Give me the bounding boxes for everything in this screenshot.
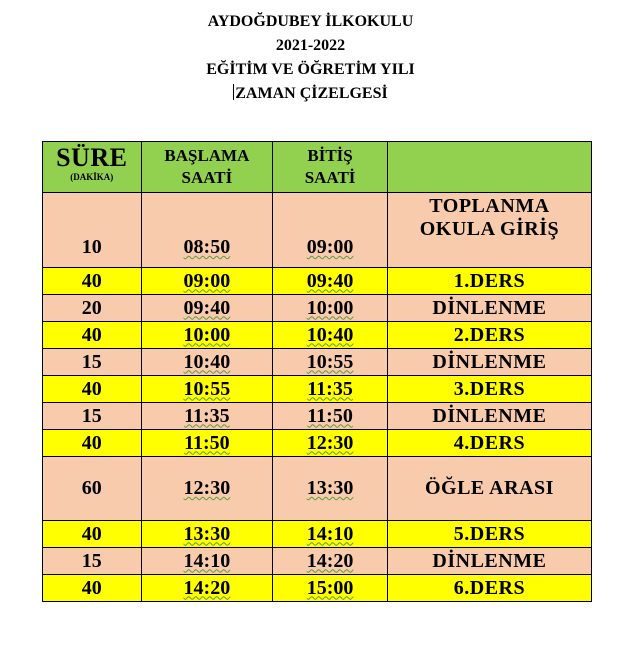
end-time-cell: 10:00 [273, 295, 388, 322]
table-row [43, 322, 592, 349]
table-row [43, 349, 592, 376]
start-time-cell: 13:30 [141, 521, 273, 548]
end-time-cell: 12:30 [273, 430, 388, 457]
activity-cell: DİNLENME [387, 403, 591, 430]
end-time-cell: 09:00 [273, 193, 388, 268]
academic-year: 2021-2022 [275, 37, 346, 54]
start-time-cell: 10:00 [141, 322, 273, 349]
activity-cell: 1.DERS [387, 268, 591, 295]
duration-cell: 40 [43, 376, 142, 403]
duration-cell: 40 [43, 521, 142, 548]
start-time-cell: 14:10 [141, 548, 273, 575]
end-time-cell: 09:40 [273, 268, 388, 295]
schedule-table [42, 141, 592, 602]
activity-cell: 6.DERS [387, 575, 591, 602]
term-title: EĞİTİM VE ÖĞRETİM YILI [206, 61, 415, 78]
start-time-cell: 12:30 [141, 457, 273, 521]
table-row [43, 575, 592, 602]
duration-cell: 15 [43, 403, 142, 430]
header-end [273, 142, 388, 193]
end-time-cell: 14:10 [273, 521, 388, 548]
header-end-line1: BİTİŞ [307, 146, 353, 165]
school-name: AYDOĞDUBEY İLKOKULU [207, 13, 414, 30]
start-time-cell: 10:55 [141, 376, 273, 403]
header-end-line2: SAATİ [304, 168, 356, 187]
duration-cell: 40 [43, 575, 142, 602]
table-row [43, 521, 592, 548]
activity-line1: TOPLANMA [429, 195, 550, 217]
table-row [43, 268, 592, 295]
header-duration-unit: (DAKİKA) [70, 172, 114, 182]
start-time-cell: 14:20 [141, 575, 273, 602]
activity-cell: 4.DERS [387, 430, 591, 457]
table-row [43, 376, 592, 403]
activity-cell: 5.DERS [387, 521, 591, 548]
doc-title-line [0, 82, 621, 106]
start-time-cell: 11:35 [141, 403, 273, 430]
header-activity [387, 142, 591, 193]
activity-cell: 2.DERS [387, 322, 591, 349]
table-row [43, 403, 592, 430]
duration-cell: 40 [43, 268, 142, 295]
end-time-cell: 13:30 [273, 457, 388, 521]
start-time-cell: 08:50 [141, 193, 273, 268]
table-row [43, 193, 592, 268]
document-header [0, 10, 621, 106]
start-time-cell: 09:00 [141, 268, 273, 295]
table-row [43, 548, 592, 575]
end-time-cell: 14:20 [273, 548, 388, 575]
doc-title: ZAMAN ÇİZELGESİ [235, 85, 388, 102]
header-start-line2: SAATİ [181, 168, 233, 187]
end-time-cell: 11:50 [273, 403, 388, 430]
header-duration-label: SÜRE [56, 143, 128, 172]
table-row [43, 295, 592, 322]
activity-cell: DİNLENME [387, 548, 591, 575]
duration-cell: 40 [43, 322, 142, 349]
end-time-cell: 10:55 [273, 349, 388, 376]
header-start-line1: BAŞLAMA [164, 146, 250, 165]
header-start [141, 142, 273, 193]
activity-cell: 3.DERS [387, 376, 591, 403]
activity-line2: OKULA GİRİŞ [419, 218, 560, 240]
table-header-row [43, 142, 592, 193]
start-time-cell: 11:50 [141, 430, 273, 457]
activity-cell: DİNLENME [387, 295, 591, 322]
table-row [43, 457, 592, 521]
duration-cell: 15 [43, 548, 142, 575]
duration-cell: 10 [43, 193, 142, 268]
table-row [43, 430, 592, 457]
duration-cell: 20 [43, 295, 142, 322]
activity-cell: DİNLENME [387, 349, 591, 376]
end-time-cell: 11:35 [273, 376, 388, 403]
end-time-cell: 15:00 [273, 575, 388, 602]
activity-cell [387, 193, 591, 268]
duration-cell: 40 [43, 430, 142, 457]
duration-cell: 60 [43, 457, 142, 521]
activity-cell: ÖĞLE ARASI [387, 457, 591, 521]
header-duration [43, 142, 142, 193]
start-time-cell: 09:40 [141, 295, 273, 322]
start-time-cell: 10:40 [141, 349, 273, 376]
end-time-cell: 10:40 [273, 322, 388, 349]
duration-cell: 15 [43, 349, 142, 376]
